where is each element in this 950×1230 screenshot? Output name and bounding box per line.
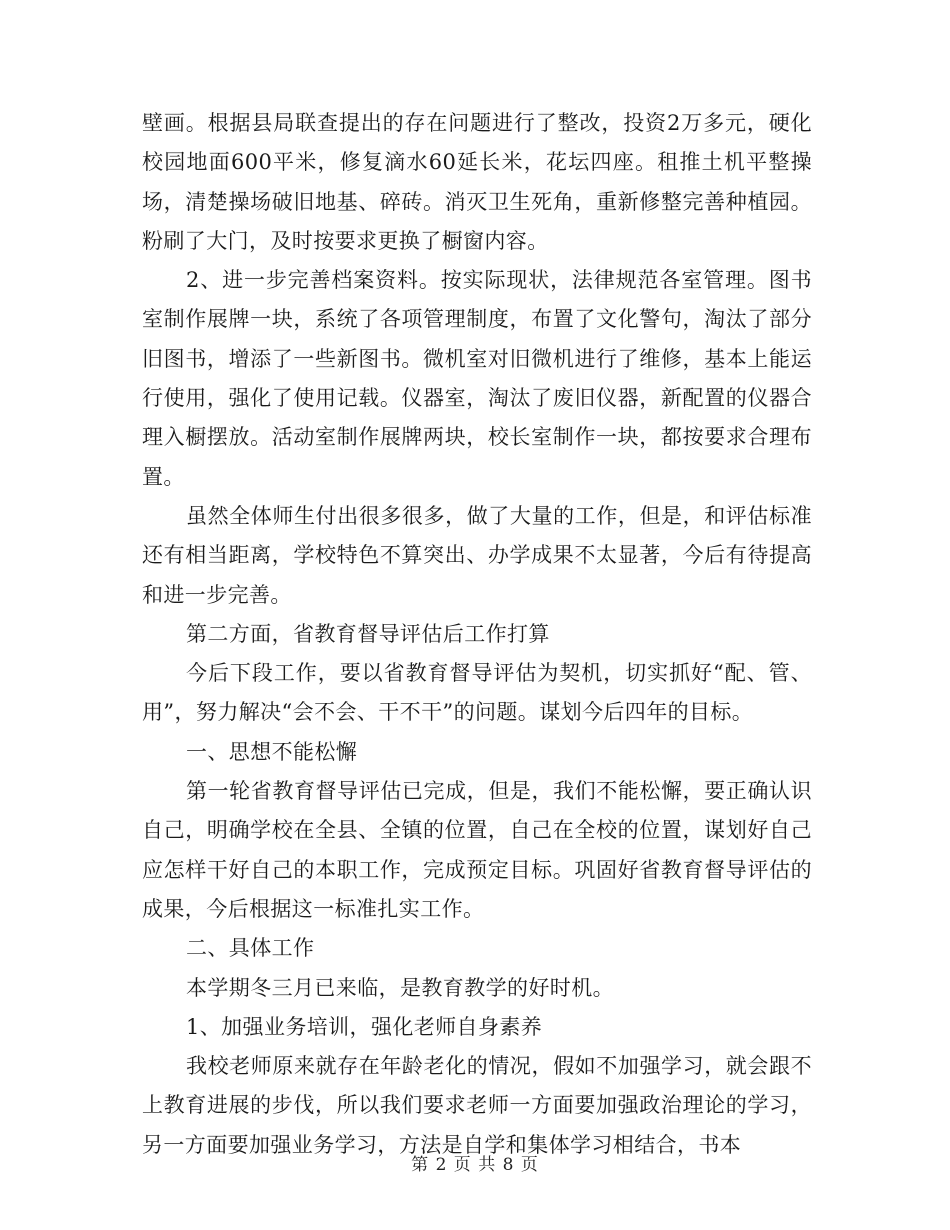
paragraph-1: 壁画。根据县局联查提出的存在问题进行了整改，投资2万多元，硬化校园地面600平米，修复滴水60延长米，花坛四座。租推土机平整操场，清楚操场破旧地基、碎砖。消灭卫生死角，重新修整完善种植园。粉刷了大门，及时按要求更换了橱窗内容。 bbox=[142, 111, 812, 253]
document-body bbox=[142, 104, 812, 1165]
section-heading-second-aspect: 第二方面，省教育督导评估后工作打算 bbox=[186, 621, 550, 646]
heading-training: 1、加强业务培训，强化老师自身素养 bbox=[186, 1014, 543, 1039]
paragraph-11: 我校老师原来就存在年龄老化的情况，假如不加强学习，就会跟不上教育进展的步伐，所以我们要求老师一方面要加强政治理论的学习，另一方面要加强业务学习，方法是自学和集体学习相结合，书本 bbox=[142, 1054, 812, 1157]
paragraph-9: 本学期冬三月已来临，是教育教学的好时机。 bbox=[186, 975, 614, 1000]
heading-thought: 一、思想不能松懈 bbox=[186, 739, 358, 764]
paragraph-5: 今后下段工作，要以省教育督导评估为契机，切实抓好“配、管、用”，努力解决“会不会、干不干”的问题。谋划今后四年的目标。 bbox=[142, 661, 812, 725]
paragraph-7: 第一轮省教育督导评估已完成，但是，我们不能松懈，要正确认识自己，明确学校在全县、全镇的位置，自己在全校的位置，谋划好自己应怎样干好自己的本职工作，完成预定目标。巩固好省教育督导评估的成果，今后根据这一标准扎实工作。 bbox=[142, 779, 812, 921]
paragraph-2: 2、进一步完善档案资料。按实际现状，法律规范各室管理。图书室制作展牌一块，系统了各项管理制度，布置了文化警句，淘汰了部分旧图书，增添了一些新图书。微机室对旧微机进行了维修，基本上能运行使用，强化了使用记载。仪器室，淘汰了废旧仪器，新配置的仪器合理入橱摆放。活动室制作展牌两块，校长室制作一块，都按要求合理布置。 bbox=[142, 268, 812, 489]
paragraph-3: 虽然全体师生付出很多很多，做了大量的工作，但是，和评估标准还有相当距离，学校特色不算突出、办学成果不太显著，今后有待提高和进一步完善。 bbox=[142, 503, 812, 607]
page-number-footer: 第 2 页 共 8 页 bbox=[411, 1155, 539, 1175]
heading-specific-work: 二、具体工作 bbox=[186, 936, 315, 961]
